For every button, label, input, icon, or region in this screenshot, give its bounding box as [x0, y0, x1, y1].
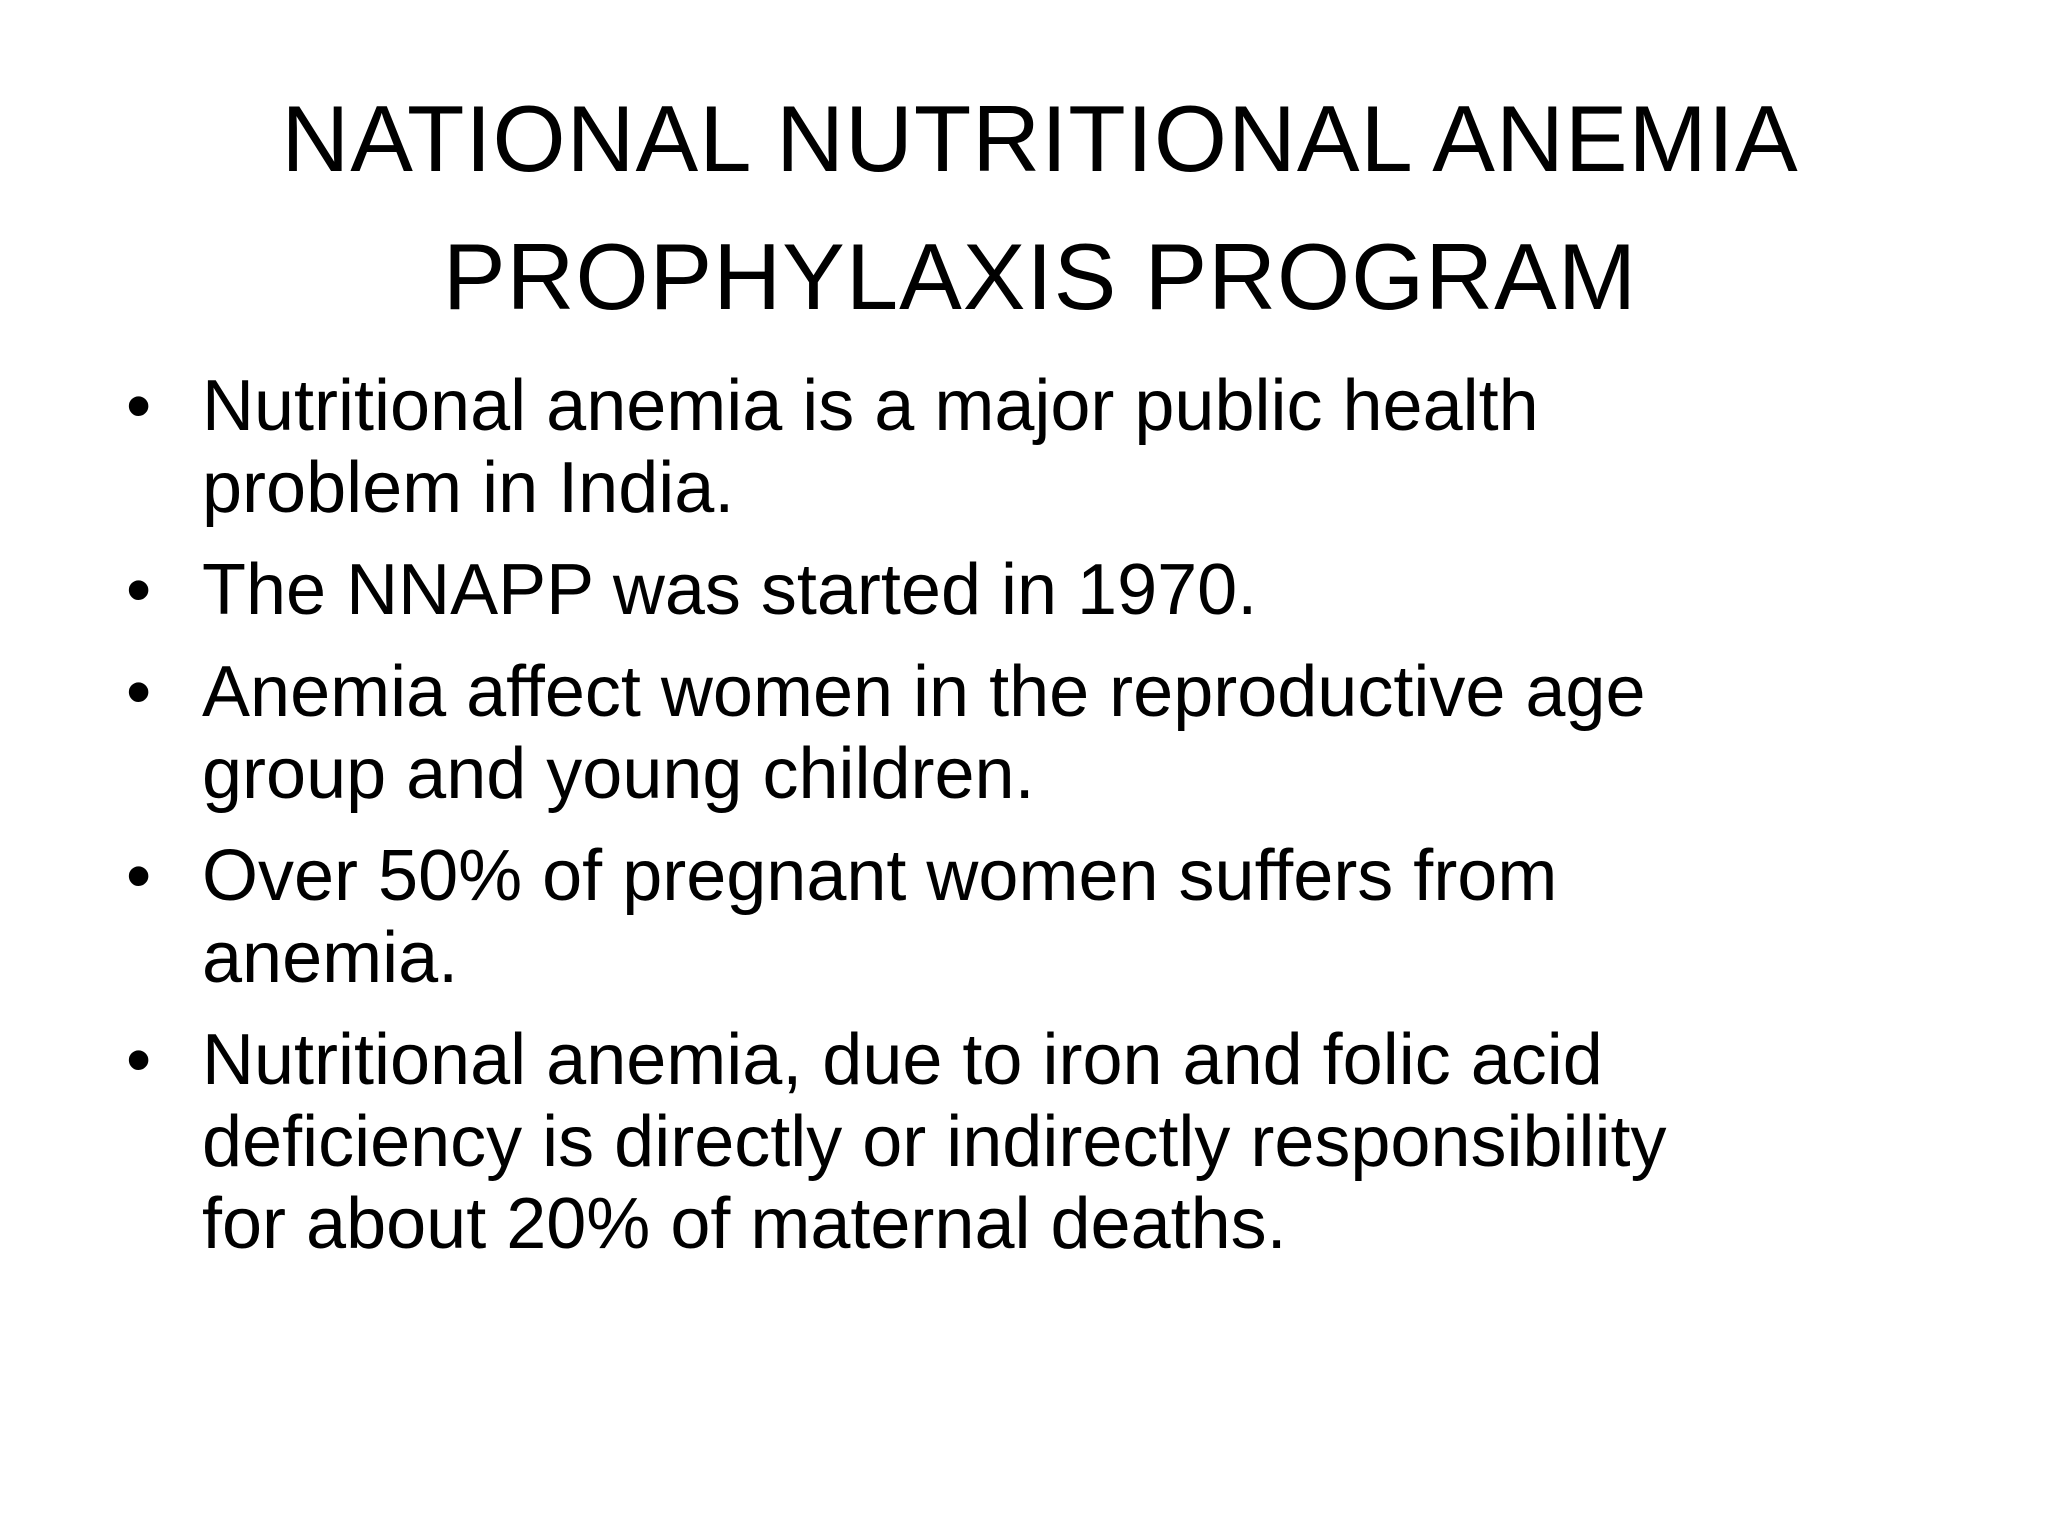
bullet-item-4-line-2: anemia. [202, 918, 459, 998]
bullet-item-5 [120, 1019, 1920, 1265]
bullet-item-2-line-1: The NNAPP was started in 1970. [202, 550, 1258, 630]
bullet-dot-icon: • [126, 550, 152, 630]
bullet-item-5-line-1: Nutritional anemia, due to iron and folic acid [202, 1020, 1603, 1100]
bullet-item-3-line-1: Anemia affect women in the reproductive age [202, 652, 1646, 732]
slide-title-line-1: NATIONAL NUTRITIONAL ANEMIA [281, 86, 1799, 191]
bullet-list [120, 365, 1920, 1285]
slide-title-line-2: PROPHYLAXIS PROGRAM [442, 224, 1638, 329]
bullet-item-2 [120, 549, 1920, 631]
bullet-item-5-line-3: for about 20% of maternal deaths. [202, 1184, 1287, 1264]
bullet-item-1-line-2: problem in India. [202, 448, 735, 528]
bullet-item-5-line-2: deficiency is directly or indirectly responsibility [202, 1102, 1667, 1182]
bullet-item-1 [120, 365, 1920, 529]
slide-title [140, 70, 1940, 346]
bullet-dot-icon: • [126, 652, 152, 732]
bullet-item-3-line-2: group and young children. [202, 734, 1035, 814]
bullet-item-3 [120, 651, 1920, 815]
bullet-item-4 [120, 835, 1920, 999]
bullet-item-4-line-1: Over 50% of pregnant women suffers from [202, 836, 1558, 916]
bullet-dot-icon: • [126, 1020, 152, 1100]
bullet-dot-icon: • [126, 366, 152, 446]
bullet-dot-icon: • [126, 836, 152, 916]
bullet-item-1-line-1: Nutritional anemia is a major public health [202, 366, 1539, 446]
